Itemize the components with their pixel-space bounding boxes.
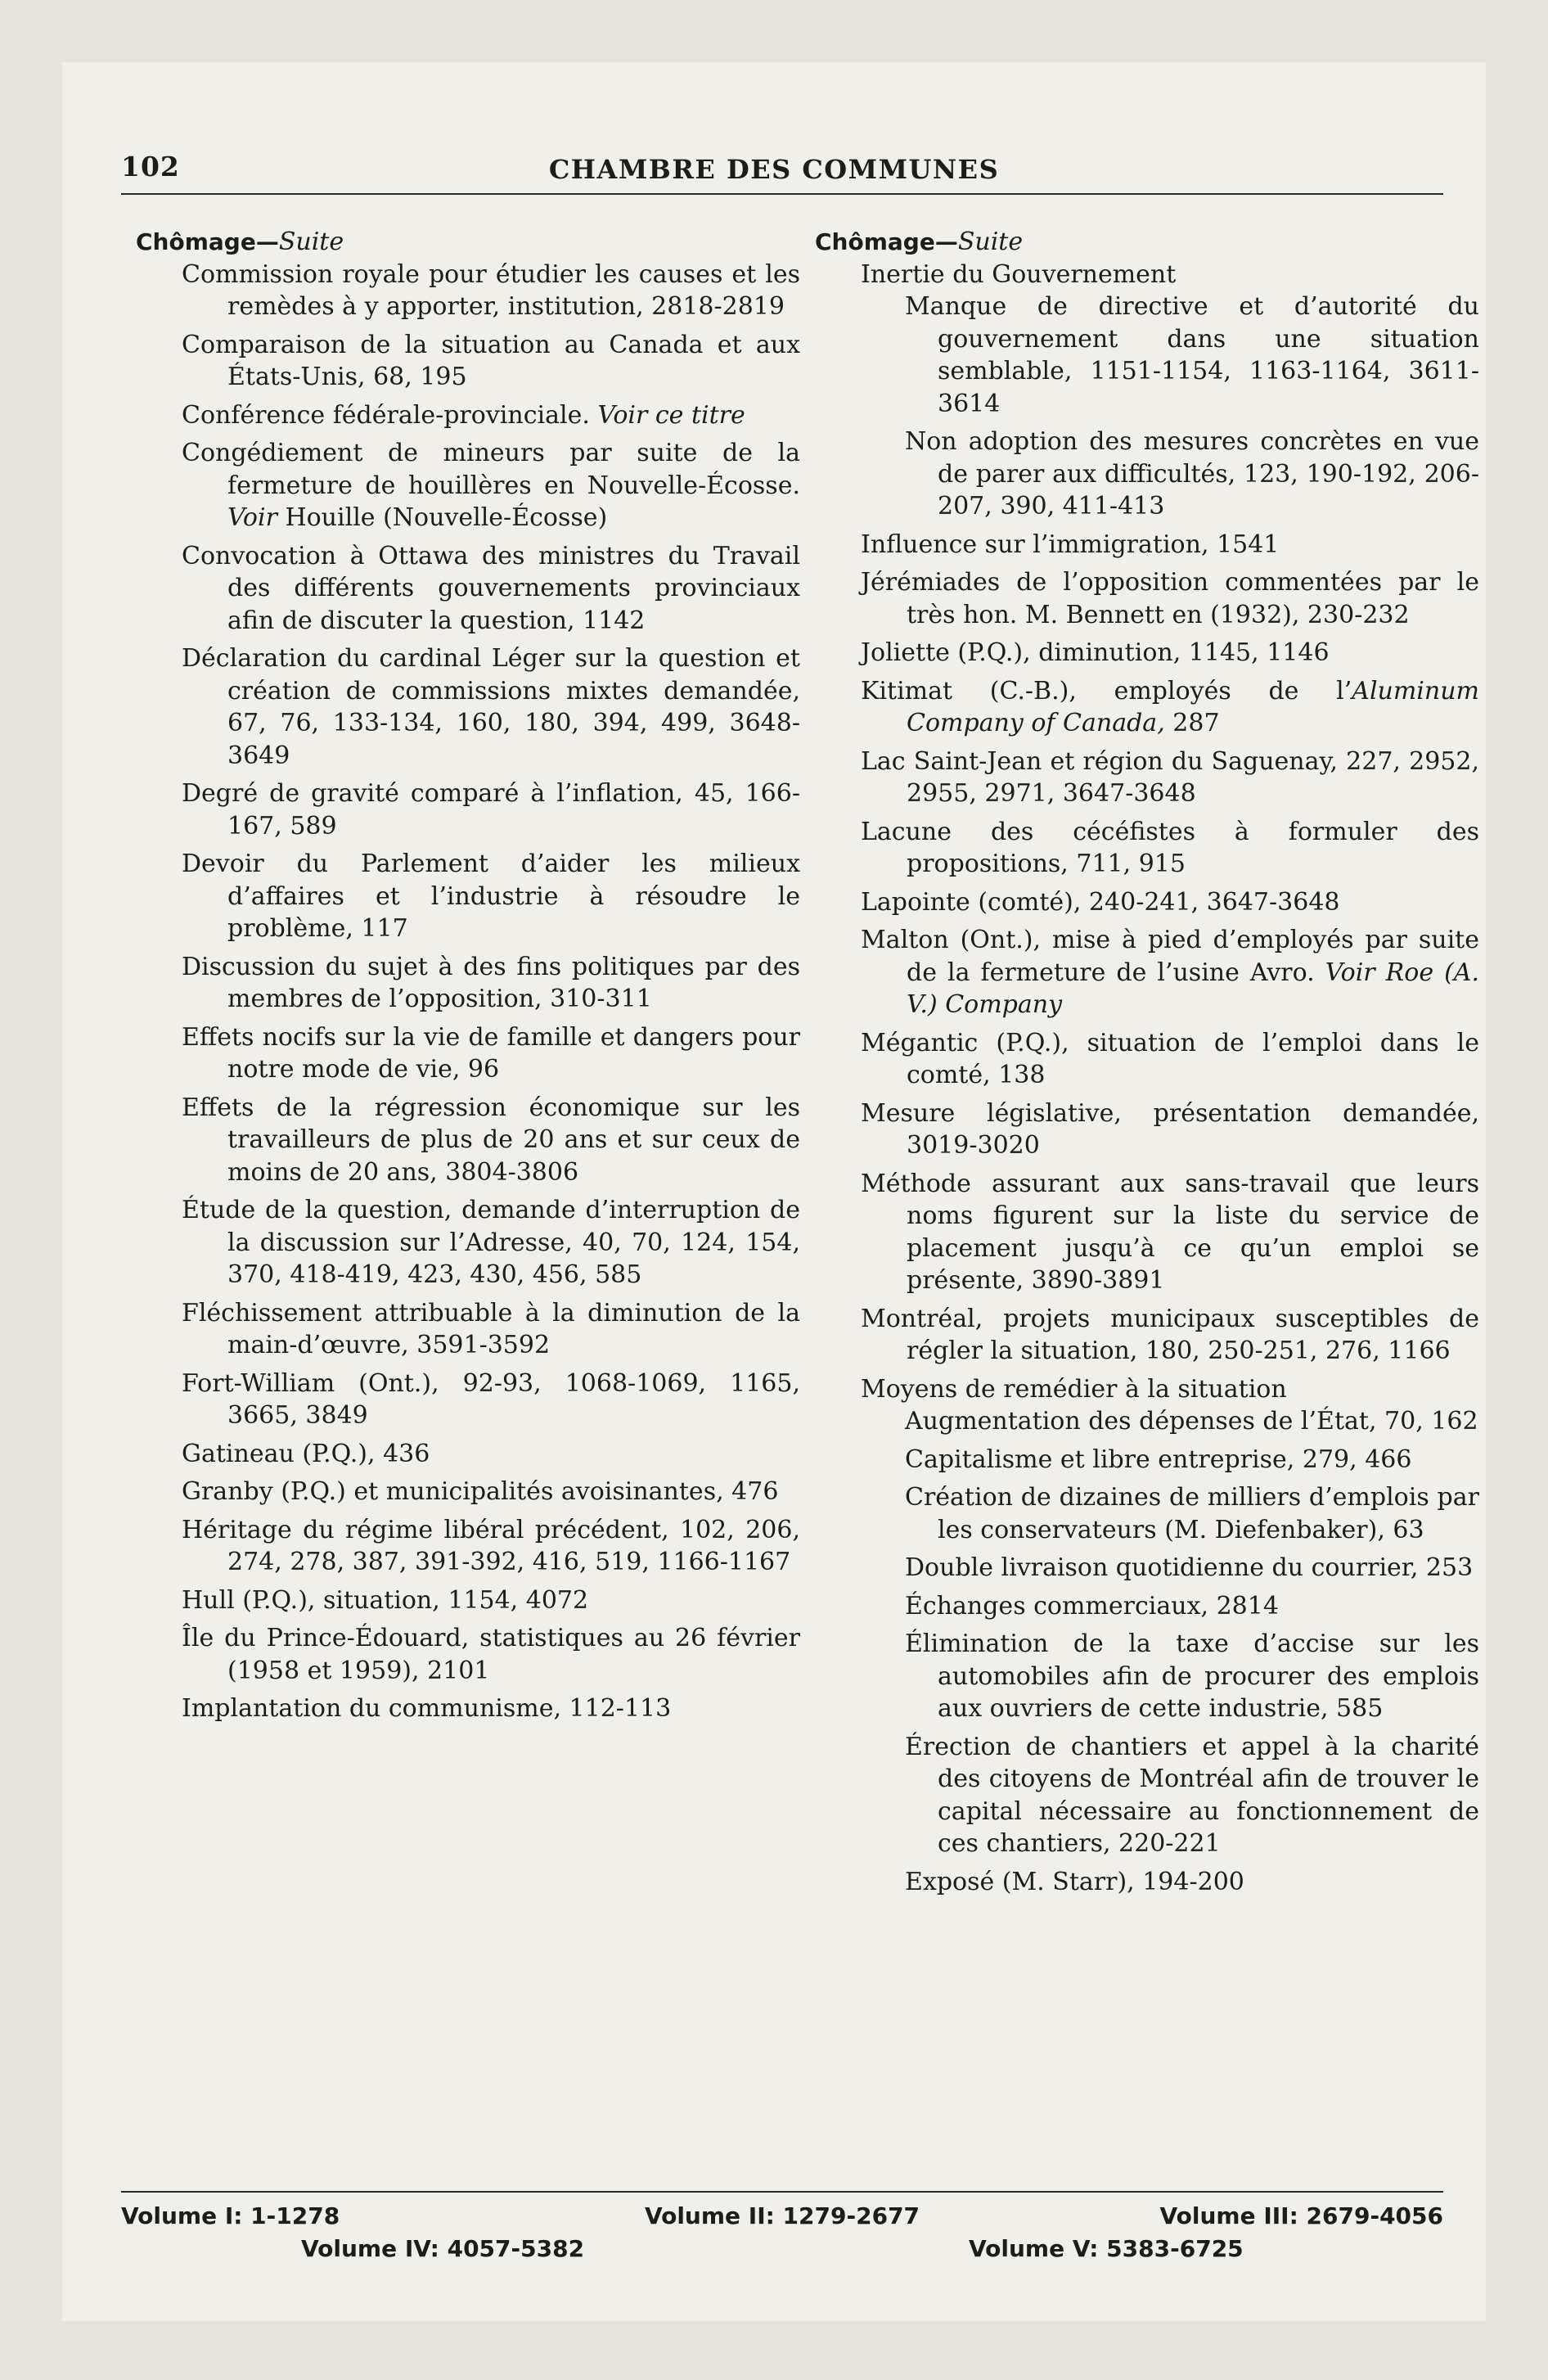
index-subentry — [815, 291, 1479, 420]
entry-text: Malton (Ont.), mise à pied d’employés par suite de la fermeture de l’usine Avro. — [861, 926, 1479, 987]
entry-text: Exposé (M. Starr), 194-200 — [905, 1867, 1244, 1896]
entry-text: Joliette (P.Q.), diminution, 1145, 1146 — [861, 638, 1330, 667]
index-entry — [136, 642, 800, 772]
index-subentry — [815, 1481, 1479, 1546]
volume-3: Volume III: 2679-4056 — [1159, 2202, 1443, 2229]
index-entry — [136, 1622, 800, 1687]
right-column-heading — [815, 226, 1479, 259]
index-subentry — [815, 1552, 1479, 1584]
entry-text: Lac Saint-Jean et région du Saguenay, 227, 2952, 2955, 2971, 3647-3648 — [861, 746, 1479, 808]
volume-footer — [121, 2200, 1443, 2265]
index-entry — [136, 951, 800, 1016]
index-entry — [136, 1092, 800, 1189]
entry-text: Érection de chantiers et appel à la charité des citoyens de Montréal afin de trouver le capital nécessaire au fonctionnement de ces chantiers, 220-221 — [905, 1732, 1479, 1858]
index-entry — [136, 1476, 800, 1508]
entry-text: Congédiement de mineurs par suite de la fermeture de houillères en Nouvelle-Écosse. — [182, 439, 800, 500]
page-number: 102 — [121, 151, 180, 183]
index-subentry — [815, 1444, 1479, 1476]
index-entry — [136, 1194, 800, 1291]
entry-text-after: 287 — [1164, 709, 1220, 737]
index-entry — [815, 1098, 1479, 1162]
index-subentry — [815, 1628, 1479, 1725]
index-entry — [815, 816, 1479, 881]
heading-suite: Suite — [278, 228, 344, 256]
index-subentry — [815, 1590, 1479, 1623]
index-subheading — [815, 1373, 1479, 1406]
index-entry — [136, 1514, 800, 1579]
right-column — [815, 226, 1479, 1904]
index-entry — [136, 437, 800, 534]
heading-word: Chômage— — [815, 228, 958, 255]
index-subentry — [815, 1866, 1479, 1899]
entry-text: Moyens de remédier à la situation — [861, 1374, 1287, 1404]
heading-suite: Suite — [957, 228, 1024, 256]
entry-text: Étude de la question, demande d’interruption de la discussion sur l’Adresse, 40, 70, 124, 154, 370, 418-419, 423, 430, 456, 585 — [182, 1196, 800, 1289]
left-entries — [136, 259, 800, 1725]
index-entry — [815, 1027, 1479, 1092]
entry-text: Fléchissement attribuable à la diminution de la main-d’œuvre, 3591-3592 — [182, 1298, 800, 1359]
entry-text: Comparaison de la situation au Canada et aux États-Unis, 68, 195 — [182, 330, 800, 391]
entry-text: Gatineau (P.Q.), 436 — [182, 1439, 430, 1468]
entry-text: Mesure législative, présentation demandée, 3019-3020 — [861, 1098, 1479, 1160]
volume-2: Volume II: 1279-2677 — [644, 2202, 920, 2229]
entry-text: Héritage du régime libéral précédent, 102, 206, 274, 278, 387, 391-392, 416, 519, 1166-1167 — [182, 1515, 800, 1576]
page — [62, 62, 1486, 2321]
entry-text: Île du Prince-Édouard, statistiques au 26 février (1958 et 1959), 2101 — [182, 1624, 800, 1685]
entry-text: Augmentation des dépenses de l’État, 70, 162 — [905, 1407, 1478, 1436]
entry-text: Influence sur l’immigration, 1541 — [861, 530, 1280, 559]
index-subentry — [815, 1731, 1479, 1860]
entry-text: Devoir du Parlement d’aider les milieux d’affaires et l’industrie à résoudre le problème, 117 — [182, 850, 800, 943]
entry-see-reference: Voir Roe (A. V.) Company — [907, 958, 1479, 1019]
entry-text: Implantation du communisme, 112-113 — [182, 1694, 672, 1723]
index-entry — [136, 1297, 800, 1362]
entry-text: Jérémiades de l’opposition commentées par le très hon. M. Bennett en (1932), 230-232 — [861, 568, 1479, 629]
index-entry — [815, 637, 1479, 669]
entry-text-after: Houille (Nouvelle-Écosse) — [277, 503, 608, 532]
left-column — [136, 226, 800, 1731]
index-entry — [136, 1368, 800, 1432]
index-entry — [136, 329, 800, 394]
entry-text: Méthode assurant aux sans-travail que leurs noms figurent sur la liste du service de placement jusqu’à ce qu’un emploi se présente, 3890-3891 — [861, 1169, 1479, 1295]
index-entry — [815, 675, 1479, 740]
entry-see-reference: Aluminum Company of Canada, — [907, 676, 1479, 737]
index-entry — [136, 1693, 800, 1725]
index-subentry — [815, 1405, 1479, 1438]
entry-text: Échanges commerciaux, 2814 — [905, 1591, 1279, 1620]
index-subheading — [815, 259, 1479, 291]
index-entry — [136, 778, 800, 842]
index-entry — [815, 529, 1479, 561]
right-entries — [815, 259, 1479, 1899]
index-entry — [136, 540, 800, 638]
header-rule — [121, 193, 1443, 195]
entry-text: Lacune des cécéfistes à formuler des propositions, 711, 915 — [861, 817, 1479, 878]
entry-text: Granby (P.Q.) et municipalités avoisinantes, 476 — [182, 1477, 779, 1506]
index-entry — [136, 259, 800, 323]
volume-1: Volume I: 1-1278 — [121, 2202, 340, 2229]
entry-see-reference: Voir ce titre — [597, 400, 745, 430]
index-entry — [815, 1303, 1479, 1368]
index-entry — [815, 886, 1479, 919]
entry-text: Fort-William (Ont.), 92-93, 1068-1069, 1165, 3665, 3849 — [182, 1368, 800, 1430]
index-entry — [815, 1168, 1479, 1297]
index-entry — [136, 848, 800, 945]
entry-text: Kitimat (C.-B.), employés de l’ — [861, 676, 1352, 705]
index-subentry — [815, 426, 1479, 523]
entry-text: Hull (P.Q.), situation, 1154, 4072 — [182, 1585, 589, 1615]
entry-text: Mégantic (P.Q.), situation de l’emploi dans le comté, 138 — [861, 1028, 1479, 1089]
entry-text: Degré de gravité comparé à l’inflation, 45, 166-167, 589 — [182, 779, 800, 841]
entry-text: Capitalisme et libre entreprise, 279, 466 — [905, 1445, 1412, 1474]
volume-5: Volume V: 5383-6725 — [969, 2235, 1244, 2262]
entry-text: Conférence fédérale-provinciale. — [182, 400, 598, 430]
volume-4: Volume IV: 4057-5382 — [301, 2235, 585, 2262]
left-column-heading — [136, 226, 800, 259]
entry-text: Effets nocifs sur la vie de famille et dangers pour notre mode de vie, 96 — [182, 1022, 800, 1084]
entry-see-reference: Voir — [227, 503, 277, 532]
index-entry — [136, 1438, 800, 1471]
page-title: CHAMBRE DES COMMUNES — [548, 154, 1000, 185]
entry-text: Création de dizaines de milliers d’emplois par les conservateurs (M. Diefenbaker), 63 — [905, 1483, 1479, 1544]
entry-text: Commission royale pour étudier les causes et les remèdes à y apporter, institution, 2818-2819 — [182, 259, 800, 321]
index-entry — [136, 399, 800, 432]
entry-text: Double livraison quotidienne du courrier, 253 — [905, 1553, 1474, 1582]
entry-text: Non adoption des mesures concrètes en vue de parer aux difficultés, 123, 190-192, 206-207, 390, 411-413 — [905, 427, 1479, 521]
entry-text: Effets de la régression économique sur les travailleurs de plus de 20 ans et sur ceux de moins de 20 ans, 3804-3806 — [182, 1093, 800, 1187]
index-entry — [815, 566, 1479, 631]
entry-text: Discussion du sujet à des fins politiques par des membres de l’opposition, 310-311 — [182, 952, 800, 1013]
index-entry — [815, 746, 1479, 810]
index-entry — [136, 1584, 800, 1617]
entry-text: Montréal, projets municipaux susceptibles de régler la situation, 180, 250-251, 276, 1166 — [861, 1304, 1479, 1365]
index-entry — [815, 924, 1479, 1021]
entry-text: Élimination de la taxe d’accise sur les automobiles afin de procurer des emplois aux ouvriers de cette industrie, 585 — [905, 1629, 1479, 1723]
entry-text: Lapointe (comté), 240-241, 3647-3648 — [861, 887, 1340, 917]
index-entry — [136, 1021, 800, 1086]
heading-word: Chômage— — [136, 228, 279, 255]
entry-text: Déclaration du cardinal Léger sur la question et création de commissions mixtes demandée, 67, 76, 133-134, 160, 180, 394, 499, 3648-3649 — [182, 644, 800, 770]
entry-text: Inertie du Gouvernement — [861, 259, 1177, 289]
entry-text: Manque de directive et d’autorité du gouvernement dans une situation semblable, 1151-1154, 1163-1164, 3611-3614 — [905, 292, 1479, 418]
entry-text: Convocation à Ottawa des ministres du Travail des différents gouvernements provinciaux afin de discuter la question, 1142 — [182, 541, 800, 635]
footer-rule — [121, 2191, 1443, 2193]
